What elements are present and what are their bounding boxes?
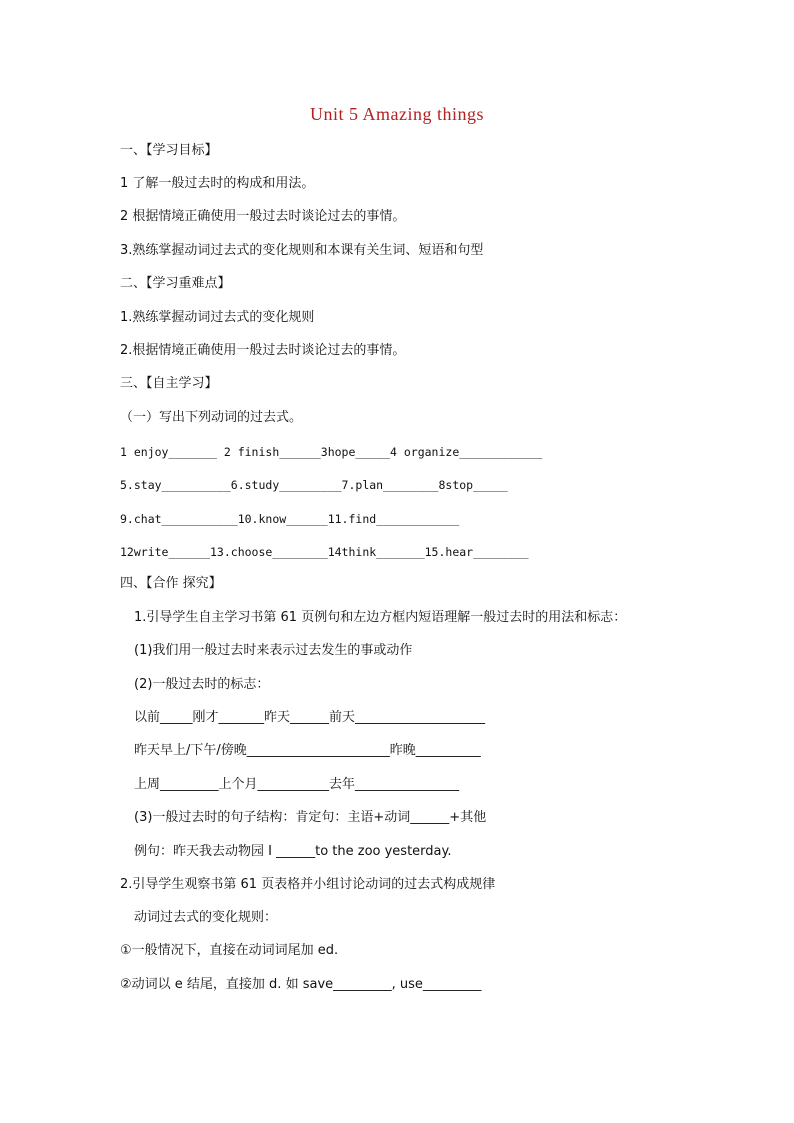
document-title: Unit 5 Amazing things <box>310 104 484 124</box>
objective-2: 2 根据情境正确使用一般过去时谈论过去的事情。 <box>120 209 406 224</box>
section-heading-cooperation: 四、【合作 探究】 <box>120 576 222 591</box>
markers-row-2: 昨天早上/下午/傍晚______________________昨晚__________ <box>134 743 481 758</box>
exercise-row-2: 5.stay__________6.study_________7.plan________8stop_____ <box>120 478 508 492</box>
example-sentence: 例句：昨天我去动物园 I ______to the zoo yesterday. <box>134 844 452 859</box>
exercise-row-4: 12write______13.choose________14think_______15.hear________ <box>120 545 529 559</box>
objective-1: 1 了解一般过去时的构成和用法。 <box>120 176 315 191</box>
rule-2: ②动词以 e 结尾，直接加 d. 如 save_________, use_________ <box>120 977 482 992</box>
exercise-row-3: 9.chat___________10.know______11.find____________ <box>120 512 460 526</box>
usage-note: (1)我们用一般过去时来表示过去发生的事或动作 <box>134 643 413 658</box>
section-heading-self-study: 三、【自主学习】 <box>120 376 218 391</box>
rules-heading: 动词过去式的变化规则： <box>134 910 278 925</box>
exercise-instruction: （一）写出下列动词的过去式。 <box>120 410 303 425</box>
markers-heading: (2)一般过去时的标志： <box>134 677 270 692</box>
key-point-1: 1.熟练掌握动词过去式的变化规则 <box>120 310 315 325</box>
section-heading-objectives: 一、【学习目标】 <box>120 143 218 158</box>
key-point-2: 2.根据情境正确使用一般过去时谈论过去的事情。 <box>120 343 406 358</box>
rule-1: ①一般情况下，直接在动词词尾加 ed. <box>120 943 339 958</box>
markers-row-3: 上周_________上个月___________去年________________ <box>134 777 460 792</box>
cooperation-item-1: 1.引导学生自主学习书第 61 页例句和左边方框内短语理解一般过去时的用法和标志： <box>134 610 627 625</box>
sentence-structure: (3)一般过去时的句子结构：肯定句：主语+动词______+其他 <box>134 810 487 825</box>
objective-3: 3.熟练掌握动词过去式的变化规则和本课有关生词、短语和句型 <box>120 243 484 258</box>
markers-row-1: 以前_____刚才_______昨天______前天____________________ <box>134 710 486 725</box>
exercise-row-1: 1 enjoy_______ 2 finish______3hope_____4 organize____________ <box>120 445 543 459</box>
section-heading-key-points: 二、【学习重难点】 <box>120 276 231 291</box>
cooperation-item-2: 2.引导学生观察书第 61 页表格并小组讨论动词的过去式构成规律 <box>120 877 496 892</box>
